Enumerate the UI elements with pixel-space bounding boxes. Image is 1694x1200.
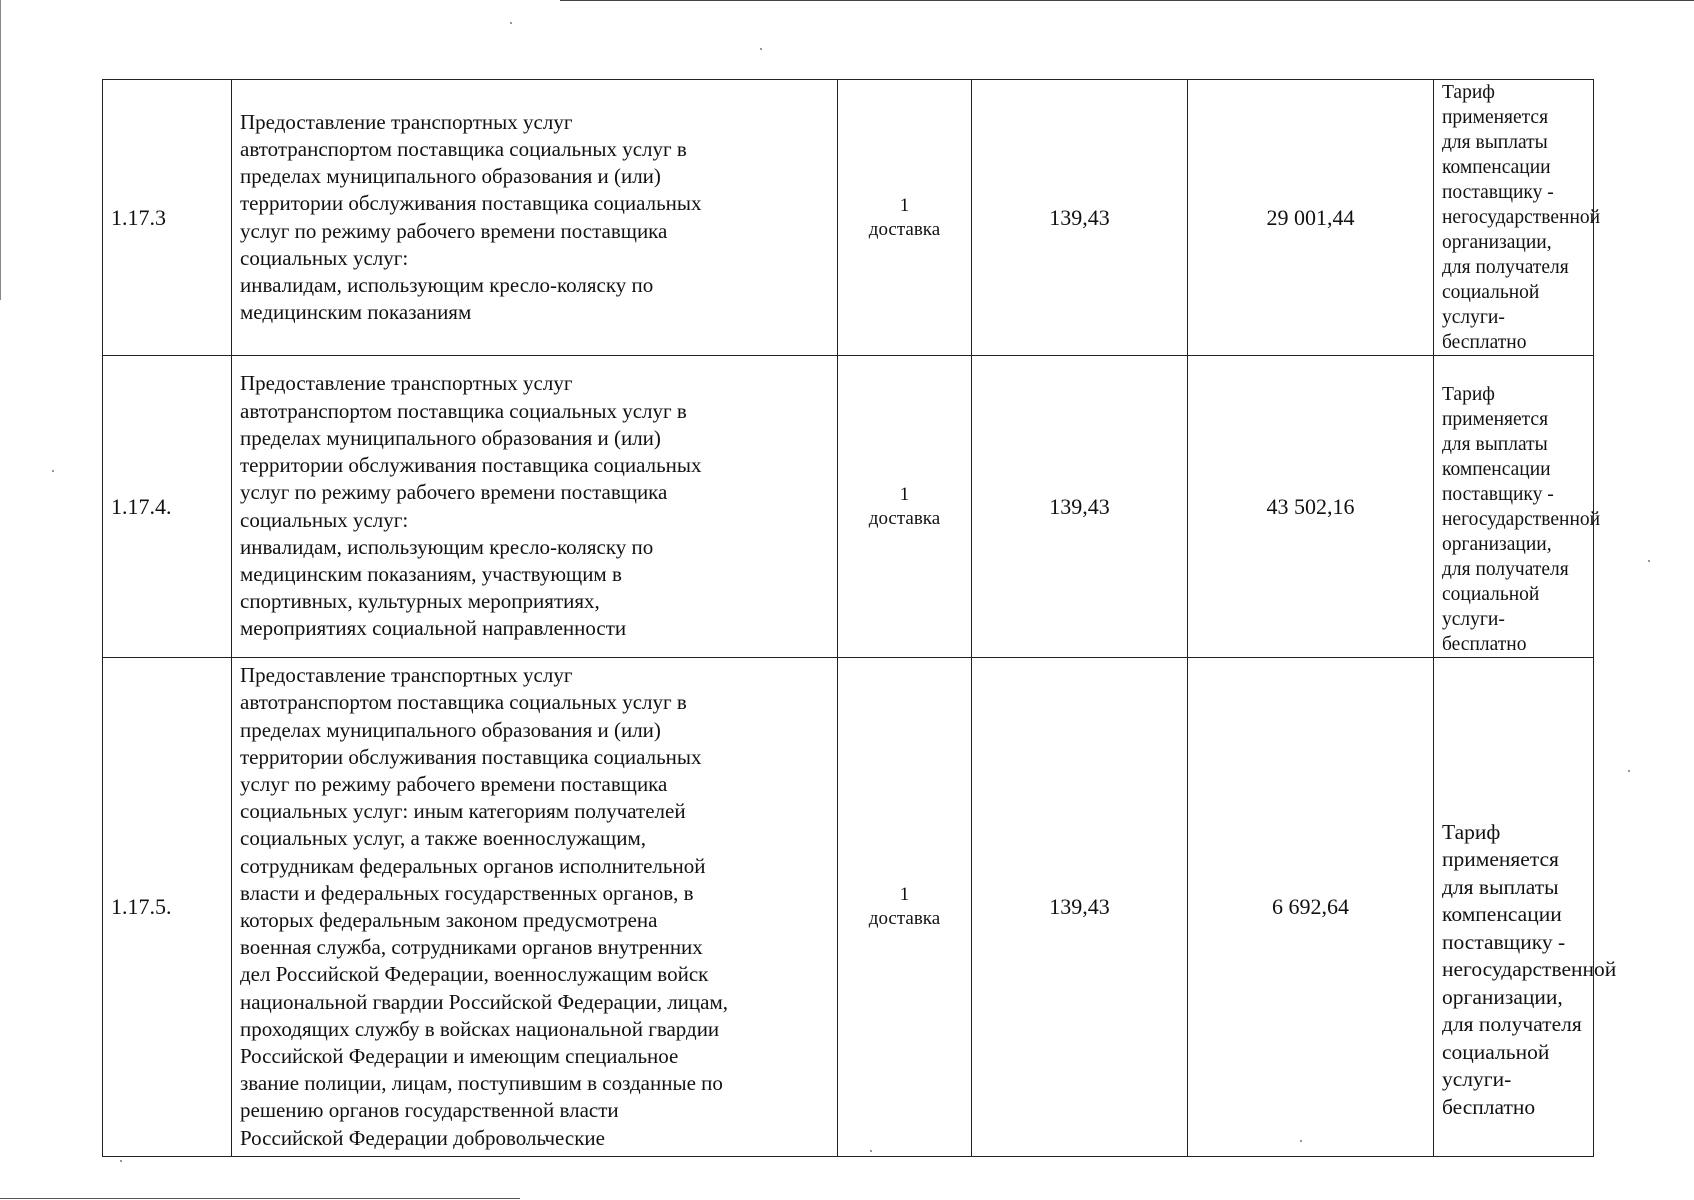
- row-description: [232, 356, 838, 658]
- row-code: 1.17.3: [103, 80, 232, 356]
- row-value: 6 692,64: [1188, 658, 1434, 1157]
- table-row: [103, 658, 1594, 1157]
- unit-quantity: 1: [899, 483, 910, 505]
- scan-speck: [1628, 770, 1630, 772]
- scan-edge-bottom: [0, 1198, 520, 1199]
- row-note: [1434, 356, 1601, 658]
- note-text: Тариф применяется для выплаты компенсации поставщику - негосударственной организации, для получателя социальной услуги- бесплатно: [1442, 82, 1601, 353]
- row-description: [232, 658, 838, 1157]
- table-row: [103, 356, 1594, 658]
- row-code: 1.17.5.: [103, 658, 232, 1157]
- row-note: [1434, 80, 1601, 356]
- table-row: [103, 80, 1594, 356]
- unit-quantity: 1: [899, 884, 910, 905]
- scan-speck: [760, 48, 762, 50]
- scan-speck: [120, 1160, 122, 1162]
- scan-speck: [52, 470, 54, 472]
- row-tariff: 139,43: [972, 80, 1188, 356]
- row-tariff: 139,43: [972, 356, 1188, 658]
- unit-quantity: 1: [899, 194, 910, 216]
- row-unit: [838, 658, 972, 1157]
- note-text: Тариф применяется для выплаты компенсации поставщику - негосударственной организации, для получателя социальной услуги- бесплатно: [1442, 819, 1617, 1119]
- row-value: 43 502,16: [1188, 356, 1434, 658]
- row-value: 29 001,44: [1188, 80, 1434, 356]
- unit-name: доставка: [868, 507, 941, 529]
- row-unit: [838, 80, 972, 356]
- note-text: Тариф применяется для выплаты компенсации поставщику - негосударственной организации, для получателя социальной услуги- бесплатно: [1442, 384, 1601, 655]
- description-text: Предоставление транспортных услуг автотранспортом поставщика социальных услуг в пределах муниципального образования и (или) территории обслуживания поставщика социальных услуг по режиму рабочего времени поставщика социальных услуг: иным категориям получателей социальных услуг, а также военнослужащим, сотрудникам федеральных органов исполнительной власти и федеральных государственных органов, в которых федеральным законом предусмотрена военная служба, сотрудниками органов внутренних дел Российской Федерации, военнослужащим войск национальной гвардии Российской Федерации, лицам, проходящих службу в войсках национальной гвардии Российской Федерации и имеющим специальное звание полиции, лицам, поступившим в созданные по решению органов государственной власти Российской Федерации добровольческие: [240, 663, 729, 1150]
- row-note: [1434, 658, 1617, 1157]
- description-text: Предоставление транспортных услуг автотранспортом поставщика социальных услуг в пределах муниципального образования и (или) территории обслуживания поставщика социальных услуг по режиму рабочего времени поставщика социальных услуг: инвалидам, использующим кресло-коляску по медицинским показаниям: [240, 109, 702, 325]
- row-code: 1.17.4.: [103, 356, 232, 658]
- scan-edge-left: [0, 0, 1, 300]
- row-unit: [838, 356, 972, 658]
- scan-speck: [1648, 560, 1650, 562]
- scan-edge-top: [560, 0, 1694, 1]
- description-text: Предоставление транспортных услуг автотранспортом поставщика социальных услуг в пределах муниципального образования и (или) территории обслуживания поставщика социальных услуг по режиму рабочего времени поставщика социальных услуг: инвалидам, использующим кресло-коляску по медицинским показаниям, участвующим в спортивных, культурных мероприятиях, мероприятиях социальной направленности: [240, 371, 702, 641]
- row-tariff: 139,43: [972, 658, 1188, 1157]
- scan-speck: [510, 22, 512, 24]
- unit-name: доставка: [868, 218, 941, 240]
- unit-name: доставка: [868, 908, 941, 929]
- tariff-table: [102, 79, 1617, 1157]
- row-description: [232, 80, 838, 356]
